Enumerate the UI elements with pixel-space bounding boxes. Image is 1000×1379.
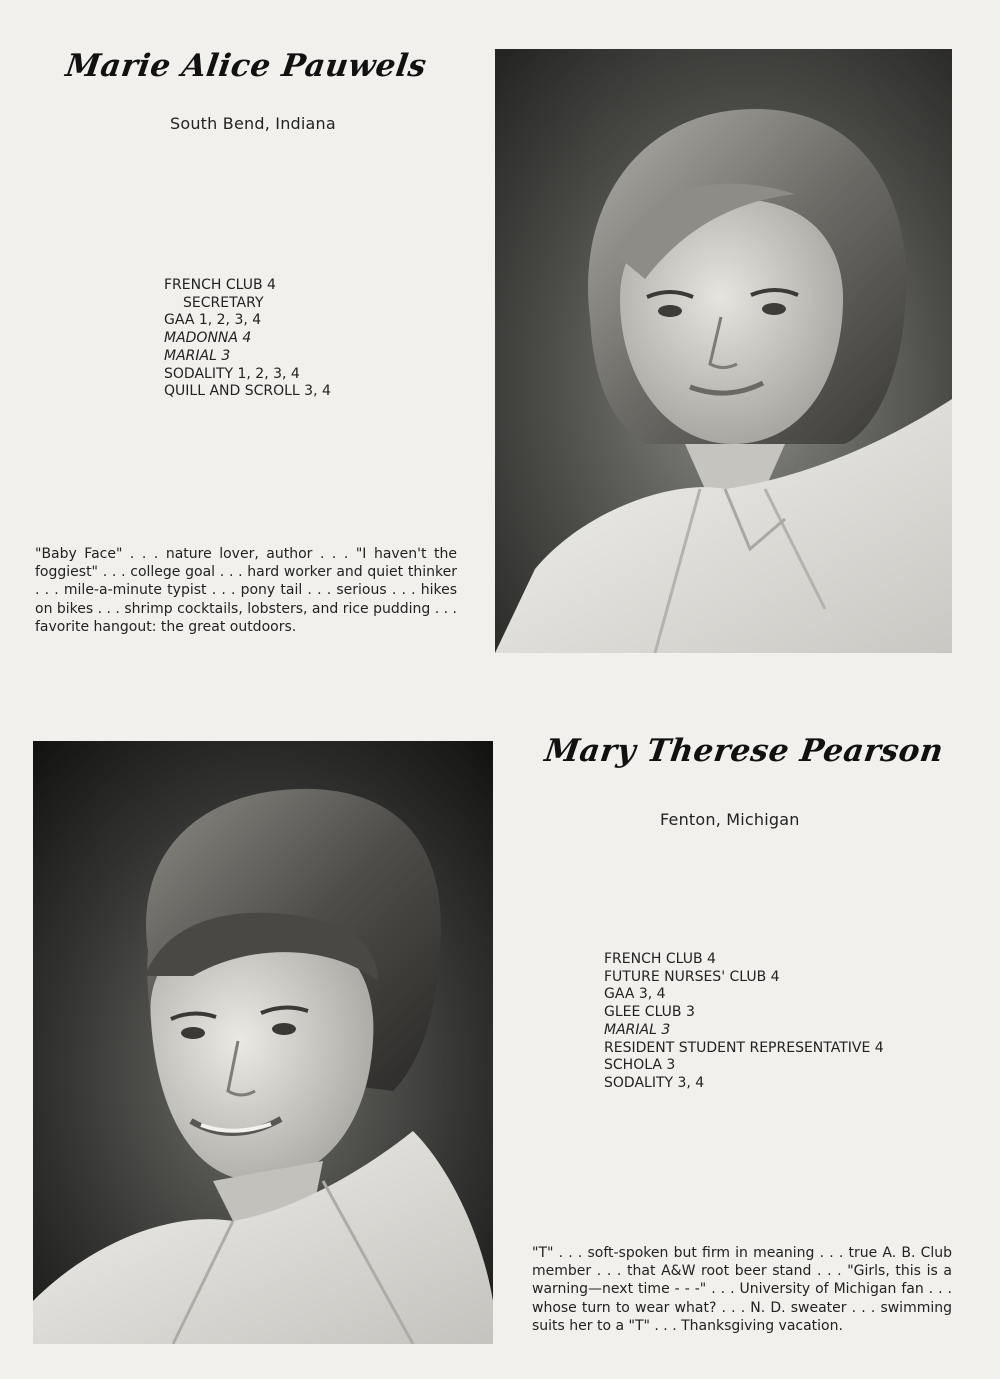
activity-item: QUILL AND SCROLL 3, 4 — [164, 383, 331, 400]
student-portrait-photo — [33, 741, 493, 1344]
activity-item: MADONNA 4 — [164, 330, 252, 347]
activity-item: RESIDENT STUDENT REPRESENTATIVE 4 — [604, 1039, 884, 1056]
activity-item: GAA 1, 2, 3, 4 — [164, 312, 262, 329]
activity-item: MARIAL 3 — [604, 1021, 671, 1038]
student-bio: "T" . . . soft-spoken but firm in meaning . . . true A. B. Club member . . . that A&W root beer stand . . . "Girls, this is a warning—next time - - -" . . . University of Michigan fan . . . whose turn to wear what? . . . N. D. sweater . . . swimming suits her to a "T" . . . Thanksgiving vacation. — [532, 1245, 952, 1334]
student-bio: "Baby Face" . . . nature lover, author . . . "I haven't the foggiest" . . . college goal . . . hard worker and quiet thinker . . . mile-a-minute typist . . . pony tail . . . serious . . . hikes on bikes . . . shrimp cocktails, lobsters, and rice pudding . . . favorite hangout: the great outdoors. — [35, 546, 457, 635]
student-hometown: Fenton, Michigan — [660, 810, 800, 829]
activity-item: SODALITY 3, 4 — [604, 1074, 705, 1091]
activity-item: SECRETARY — [183, 294, 264, 311]
activity-item: GLEE CLUB 3 — [604, 1004, 695, 1021]
activities-list — [164, 277, 331, 401]
student-portrait-photo — [495, 49, 952, 653]
activity-item: FRENCH CLUB 4 — [164, 277, 276, 293]
student-name: Marie Alice Pauwels — [63, 48, 429, 84]
activity-item: GAA 3, 4 — [604, 986, 666, 1003]
activity-item: FUTURE NURSES' CLUB 4 — [604, 968, 780, 985]
activity-item: SCHOLA 3 — [604, 1057, 676, 1074]
student-name: Mary Therese Pearson — [542, 733, 946, 769]
student-hometown: South Bend, Indiana — [170, 114, 336, 133]
activity-item: FRENCH CLUB 4 — [604, 951, 716, 967]
activity-item: MARIAL 3 — [164, 347, 231, 364]
activity-item: SODALITY 1, 2, 3, 4 — [164, 365, 300, 382]
activities-list — [604, 951, 884, 1093]
